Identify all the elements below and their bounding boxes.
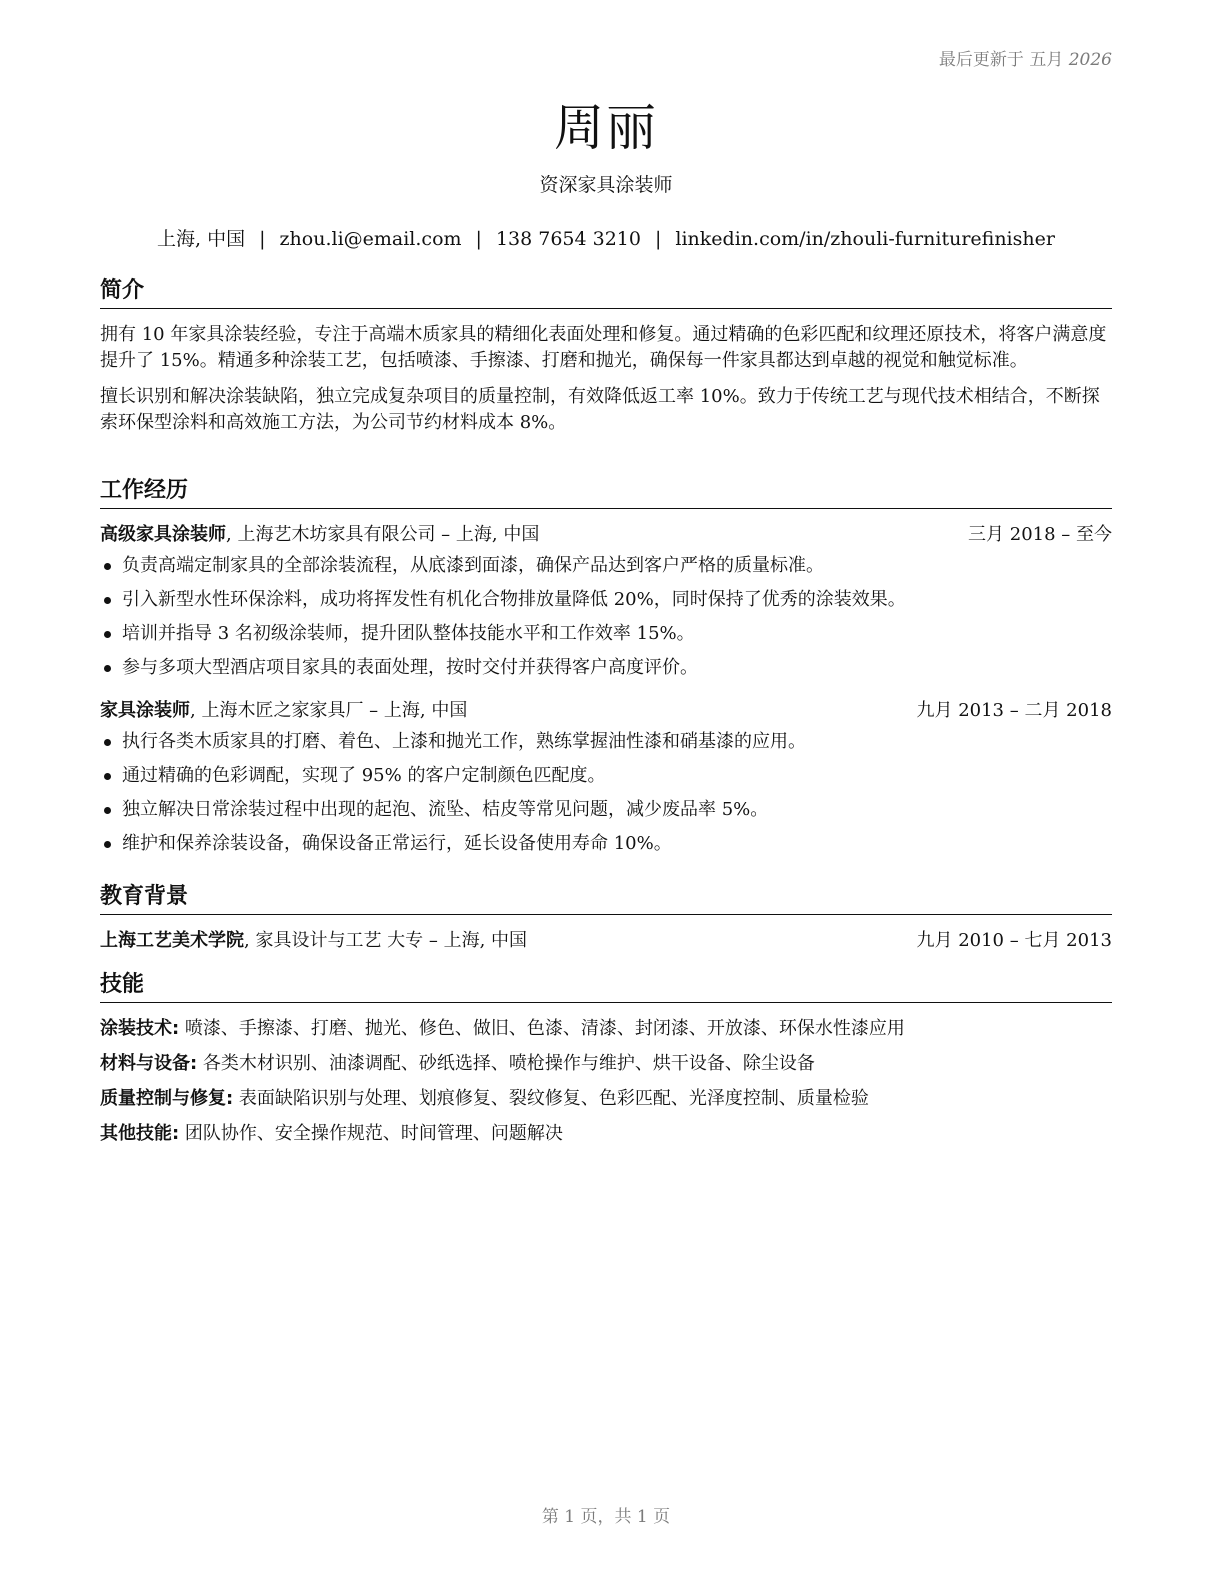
section-heading: 简介: [100, 277, 1112, 309]
skills-list: [100, 1016, 1112, 1147]
list-item: 独立解决日常涂装过程中出现的起泡、流坠、桔皮等常见问题，减少废品率 5%。: [100, 797, 1112, 823]
contact-phone: 138 7654 3210: [495, 228, 641, 250]
job-role-org: [100, 522, 539, 548]
list-item: 参与多项大型酒店项目家具的表面处理，按时交付并获得客户高度评价。: [100, 655, 1112, 681]
skill-label: 其他技能:: [100, 1123, 180, 1144]
summary-paragraph: 擅长识别和解决涂装缺陷，独立完成复杂项目的质量控制，有效降低返工率 10%。致力于传统工艺与现代技术相结合，不断探索环保型涂料和高效施工方法，为公司节约材料成本 8%。: [100, 386, 1100, 433]
education-school-detail: [100, 928, 527, 954]
job-header: [100, 698, 1112, 724]
candidate-name: 周丽: [554, 99, 658, 157]
skill-row: [100, 1016, 1112, 1042]
skill-row: [100, 1121, 1112, 1147]
job-entry: [100, 522, 1112, 681]
job-entry: [100, 698, 1112, 857]
skill-label: 质量控制与修复:: [100, 1088, 234, 1109]
contact-separator: |: [655, 228, 662, 250]
skill-value: 喷漆、手擦漆、打磨、抛光、修色、做旧、色漆、清漆、封闭漆、开放漆、环保水性漆应用: [179, 1018, 905, 1039]
contact-separator: |: [475, 228, 482, 250]
contact-email[interactable]: zhou.li@email.com: [279, 228, 462, 250]
last-updated-year: 2026: [1068, 50, 1112, 70]
job-dates: 三月 2018 – 至今: [968, 524, 1112, 545]
section-heading: 工作经历: [100, 477, 1112, 509]
skill-value: 各类木材识别、油漆调配、砂纸选择、喷枪操作与维护、烘干设备、除尘设备: [197, 1053, 815, 1074]
job-dates: 九月 2013 – 二月 2018: [916, 700, 1112, 721]
section-heading: 技能: [100, 971, 1112, 1003]
education-dates: 九月 2010 – 七月 2013: [916, 930, 1112, 951]
list-item: 维护和保养涂装设备，确保设备正常运行，延长设备使用寿命 10%。: [100, 831, 1112, 857]
education-school: 上海工艺美术学院: [100, 930, 244, 951]
education-section: [100, 883, 1112, 954]
summary-section: [100, 277, 1112, 436]
contact-linkedin[interactable]: linkedin.com/in/zhouli-furniturefinisher: [675, 228, 1055, 250]
contact-separator: |: [259, 228, 266, 250]
job-role: 高级家具涂装师: [100, 524, 226, 545]
candidate-title: 资深家具涂装师: [539, 174, 673, 196]
contact-line: [100, 224, 1112, 251]
skill-row: [100, 1051, 1112, 1077]
list-item: 负责高端定制家具的全部涂装流程，从底漆到面漆，确保产品达到客户严格的质量标准。: [100, 553, 1112, 579]
job-bullets: [100, 729, 1112, 857]
job-role: 家具涂装师: [100, 700, 190, 721]
list-item: 引入新型水性环保涂料，成功将挥发性有机化合物排放量降低 20%，同时保持了优秀的涂装效果。: [100, 587, 1112, 613]
job-org: , 上海艺木坊家具有限公司 – 上海, 中国: [226, 524, 540, 545]
skill-label: 材料与设备:: [100, 1053, 198, 1074]
job-header: [100, 522, 1112, 548]
skill-label: 涂装技术:: [100, 1018, 180, 1039]
list-item: 通过精确的色彩调配，实现了 95% 的客户定制颜色匹配度。: [100, 763, 1112, 789]
list-item: 培训并指导 3 名初级涂装师，提升团队整体技能水平和工作效率 15%。: [100, 621, 1112, 647]
summary-paragraph: 拥有 10 年家具涂装经验，专注于高端木质家具的精细化表面处理和修复。通过精确的色彩匹配和纹理还原技术，将客户满意度提升了 15%。精通多种涂装工艺，包括喷漆、手擦漆、打磨和抛光，确保每一件家具都达到卓越的视觉和触觉标准。: [100, 324, 1107, 371]
page-number: 第 1 页，共 1 页: [541, 1507, 671, 1527]
skill-value: 表面缺陷识别与处理、划痕修复、裂纹修复、色彩匹配、光泽度控制、质量检验: [233, 1088, 869, 1109]
education-entry: [100, 928, 1112, 954]
section-heading: 教育背景: [100, 883, 1112, 915]
skill-row: [100, 1086, 1112, 1112]
skills-section: [100, 971, 1112, 1156]
list-item: 执行各类木质家具的打磨、着色、上漆和抛光工作，熟练掌握油性漆和硝基漆的应用。: [100, 729, 1112, 755]
resume-page: [100, 0, 1112, 1584]
skill-value: 团队协作、安全操作规范、时间管理、问题解决: [179, 1123, 563, 1144]
education-detail: , 家具设计与工艺 大专 – 上海, 中国: [244, 930, 528, 951]
contact-location: 上海, 中国: [157, 228, 246, 250]
job-bullets: [100, 553, 1112, 681]
job-role-org: [100, 698, 467, 724]
last-updated: [939, 45, 1112, 70]
job-org: , 上海木匠之家家具厂 – 上海, 中国: [190, 700, 468, 721]
experience-section: [100, 477, 1112, 865]
last-updated-text: 最后更新于 五月: [938, 50, 1064, 70]
